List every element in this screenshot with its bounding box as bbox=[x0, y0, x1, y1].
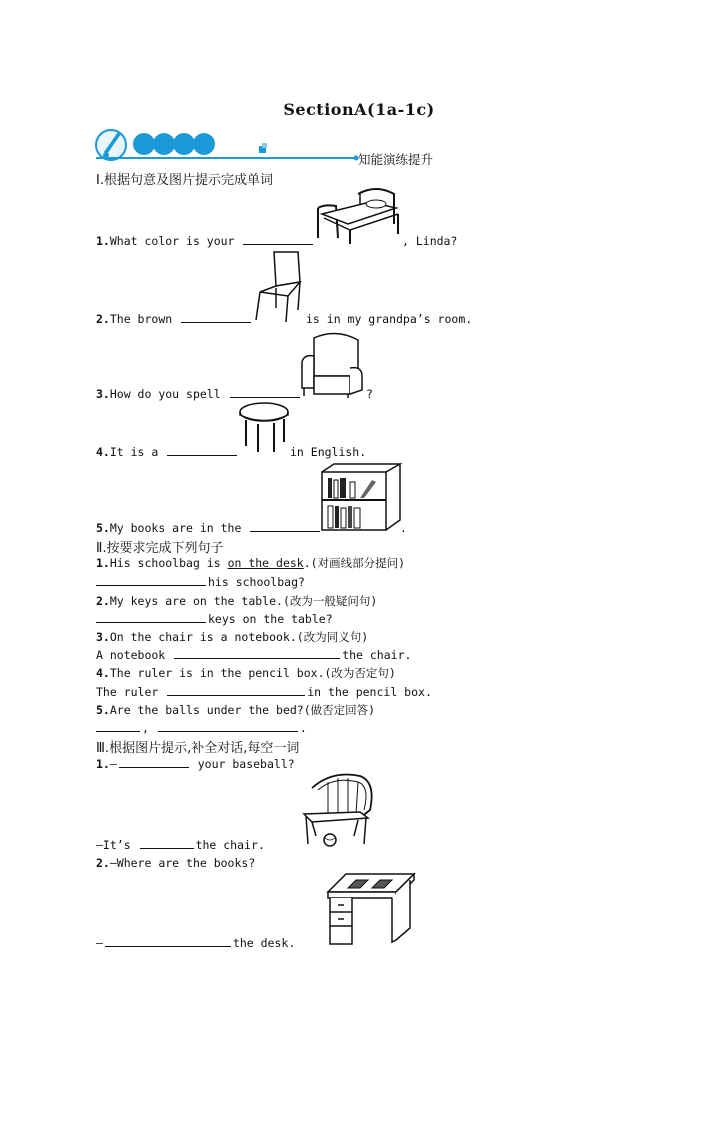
answer-blank[interactable] bbox=[174, 648, 340, 659]
table-icon bbox=[238, 400, 290, 460]
page-title: SectionA(1a-1c) bbox=[283, 100, 435, 119]
answer-blank[interactable] bbox=[167, 445, 237, 456]
part2-q2: 2.My keys are on the table.(改为一般疑问句) bbox=[96, 594, 378, 608]
part2-q3-answer: A notebook the chair. bbox=[96, 648, 412, 662]
answer-blank[interactable] bbox=[243, 234, 313, 245]
part1-item-5: 5.My books are in the bbox=[96, 521, 322, 535]
part3-q1-answer: —It’s the chair. bbox=[96, 838, 265, 852]
part2-q2-answer: keys on the table? bbox=[96, 612, 333, 626]
part3-q2: 2.—Where are the books? bbox=[96, 856, 256, 870]
desk-books-icon bbox=[326, 870, 416, 952]
part2-q3: 3.On the chair is a notebook.(改为同义句) bbox=[96, 630, 369, 644]
part1-item-3: 3.How do you spell bbox=[96, 387, 302, 401]
answer-blank[interactable] bbox=[119, 757, 189, 768]
answer-blank[interactable] bbox=[96, 721, 140, 732]
answer-blank[interactable] bbox=[96, 575, 206, 586]
part1-item-3-tail: ? bbox=[366, 387, 373, 401]
part1-item-2-tail: is in my grandpa’s room. bbox=[306, 312, 473, 326]
answer-blank[interactable] bbox=[230, 387, 300, 398]
answer-blank[interactable] bbox=[167, 685, 305, 696]
bookcase-icon bbox=[320, 462, 402, 536]
part1-heading: Ⅰ.根据句意及图片提示完成单词 bbox=[96, 173, 273, 188]
part2-q4-answer: The ruler in the pencil box. bbox=[96, 685, 432, 699]
part1-item-2: 2.The brown bbox=[96, 312, 253, 326]
section-banner bbox=[94, 122, 454, 166]
part1-item-4: 4.It is a bbox=[96, 445, 239, 459]
answer-blank[interactable] bbox=[105, 936, 231, 947]
part1-item-4-tail: in English. bbox=[290, 445, 367, 459]
answer-blank[interactable] bbox=[158, 721, 298, 732]
part2-heading: Ⅱ.按要求完成下列句子 bbox=[96, 541, 224, 556]
bed-icon bbox=[314, 186, 400, 250]
part2-q1: 1.His schoolbag is on the desk.(对画线部分提问) bbox=[96, 556, 406, 570]
part1-item-1-tail: , Linda? bbox=[402, 234, 458, 248]
banner-label: 知能演练提升 bbox=[358, 152, 434, 167]
part3-q2-answer: — the desk. bbox=[96, 936, 296, 950]
part3-heading: Ⅲ.根据图片提示,补全对话,每空一词 bbox=[96, 741, 300, 756]
part2-q5-answer: , . bbox=[96, 721, 307, 735]
part1-item-5-tail: . bbox=[400, 521, 407, 535]
chair-icon bbox=[254, 248, 304, 328]
part2-q1-answer: his schoolbag? bbox=[96, 575, 305, 589]
answer-blank[interactable] bbox=[181, 312, 251, 323]
answer-blank[interactable] bbox=[96, 612, 206, 623]
part3-q1: 1.— your baseball? bbox=[96, 757, 295, 771]
answer-blank[interactable] bbox=[250, 521, 320, 532]
chair-ball-icon bbox=[302, 770, 376, 852]
answer-blank[interactable] bbox=[140, 838, 194, 849]
part1-item-1: 1.What color is your bbox=[96, 234, 315, 248]
part2-q5: 5.Are the balls under the bed?(做否定回答) bbox=[96, 703, 376, 717]
armchair-icon bbox=[300, 332, 364, 404]
part2-q4: 4.The ruler is in the pencil box.(改为否定句) bbox=[96, 666, 396, 680]
